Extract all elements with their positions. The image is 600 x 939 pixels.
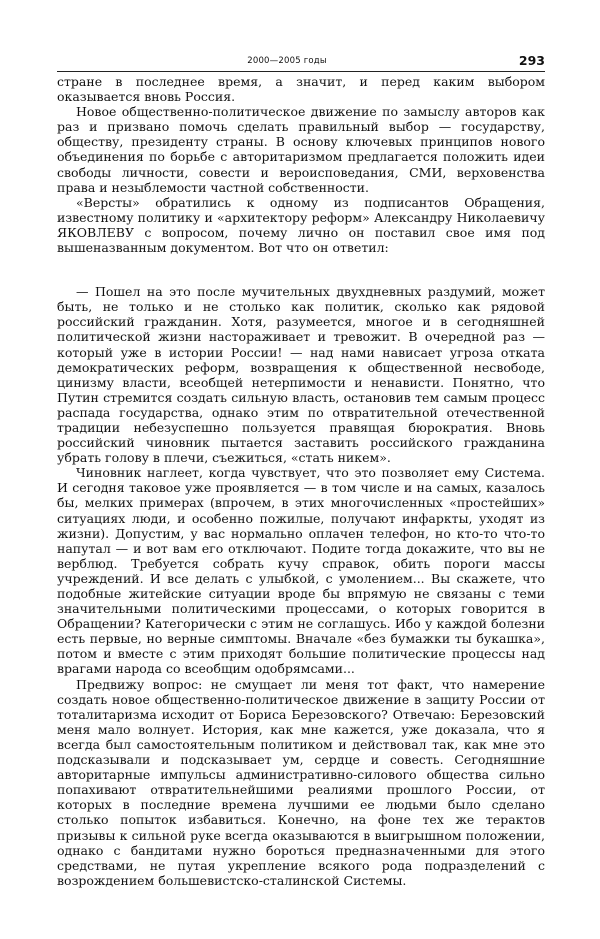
header-rule <box>57 71 545 72</box>
paragraph-answer: — Пошел на это после мучительных двухдневных раздумий, может быть, не только и не столько как политик, сколько как рядовой российский гражданин. Хотя, разумеется, многое и в сегодняшней политической жизни настораживает и тревожит. В очередной раз — который уже в истории России! — над нами нависает угроза отката демократических реформ, возвращения к общественной несвободе, цинизму власти, всеобщей нетерпимости и ненависти. Понятно, что Путин стремится создать сильную власть, остановив тем самым процесс распада государства, однако этим по отвратительной отечественной традиции небезуспешно пользуется правящая бюрократия. Вновь российский чиновник пытается заставить российского гражданина убрать голову в плечи, съежиться, «стать никем». <box>57 284 545 466</box>
page-number: 293 <box>518 53 545 68</box>
page-header <box>57 53 545 71</box>
running-head: 2000—2005 годы <box>247 56 327 66</box>
paragraph: «Версты» обратились к одному из подписантов Обращения, известному политику и «архитектору реформ» Александру Николаевичу ЯКОВЛЕВУ с вопросом, почему лично он поставил свое имя под вышеназванным документом. Вот что он ответил: <box>57 194 545 256</box>
body-text <box>57 74 545 888</box>
paragraph: Чиновник наглеет, когда чувствует, что это позволяет ему Система. И сегодня таковое уже проявляется — в том числе и на самых, казалось бы, мелких примерах (впрочем, в этих многочисленных «простейших» ситуациях люди, и особенно пожилые, получают инфаркты, уходят из жизни). Допустим, у вас нормально оплачен телефон, но кто-то что-то напутал — и вот вам его отключают. Подите тогда докажите, что вы не верблюд. Требуется собрать кучу справок, обить пороги массы учреждений. И все делать с улыбкой, с умолением... Вы скажете, что подобные житейские ситуации вроде бы впрямую не связаны с теми значительными политическими процессами, о которых говорится в Обращении? Категорически с этим не соглашусь. Ибо у каждой болезни есть первые, но верные симптомы. Вначале «без бумажки ты букашка», потом и вместе с этим приходят большие политические процессы над врагами народа со всеобщим одобрямсами... <box>57 465 545 677</box>
book-page <box>57 0 545 939</box>
paragraph: Предвижу вопрос: не смущает ли меня тот факт, что намерение создать новое общественно-политическое движение в защиту России от тоталитаризма исходит от Бориса Березовского? Отвечаю: Березовский меня мало волнует. История, как мне кажется, уже доказала, что я всегда был самостоятельным политиком и действовал так, как мне это подсказывали и подсказывает ум, сердце и совесть. Сегодняшние авторитарные импульсы административно-силового общества сильно попахивают отвратительнейшими реалиями прошлого России, от которых в последние времена лучшими ее людьми было сделано столько попыток избавиться. Конечно, на фоне тех же терактов призывы к сильной руке всегда оказываются в выигрышном положении, однако с бандитами нужно бороться предназначенными для этого средствами, не путая укрепление всякого рода подразделений с возрождением большевистско-сталинской Системы. <box>57 676 545 888</box>
paragraph-continued: стране в последнее время, а значит, и перед каким выбором оказывается вновь Россия. <box>57 74 545 105</box>
paragraph: Новое общественно-политическое движение по замыслу авторов как раз и призвано помочь сделать правильный выбор — государству, обществу, президенту страны. В основу ключевых принципов нового объединения по борьбе с авторитаризмом предлагается положить идеи свободы личности, совести и вероисповедания, СМИ, верховенства права и незыблемости частной собственности. <box>57 104 545 195</box>
